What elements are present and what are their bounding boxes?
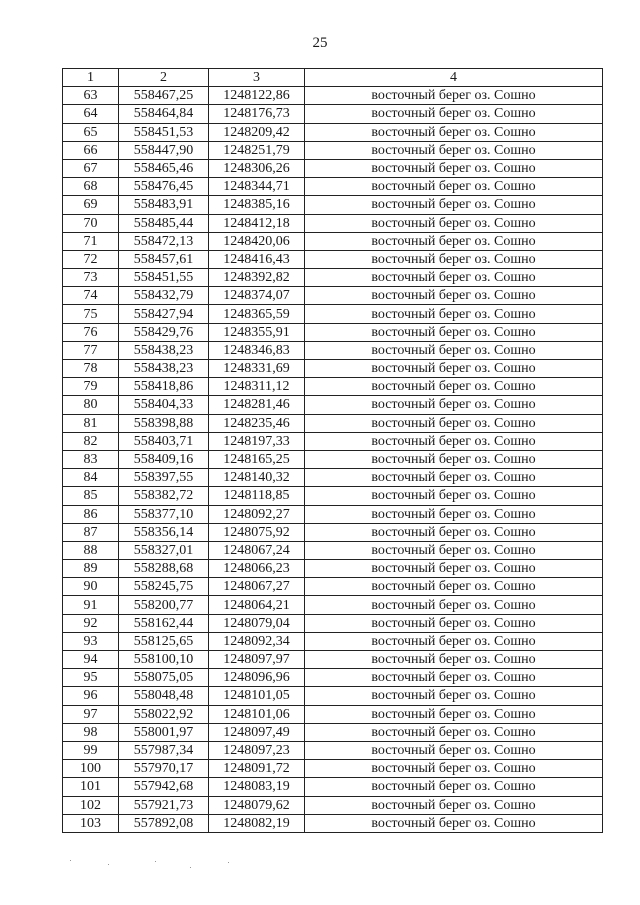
- cell-y-coordinate: 1248346,83: [209, 341, 305, 359]
- cell-x-coordinate: 558483,91: [119, 196, 209, 214]
- cell-point-number: 85: [63, 487, 119, 505]
- table-row: [63, 396, 603, 414]
- cell-description: восточный берег оз. Сошно: [305, 651, 603, 669]
- cell-x-coordinate: 558001,97: [119, 723, 209, 741]
- cell-y-coordinate: 1248082,19: [209, 814, 305, 832]
- table-row: [63, 778, 603, 796]
- cell-x-coordinate: 558451,55: [119, 269, 209, 287]
- cell-description: восточный берег оз. Сошно: [305, 723, 603, 741]
- cell-x-coordinate: 558245,75: [119, 578, 209, 596]
- cell-description: восточный берег оз. Сошно: [305, 214, 603, 232]
- cell-x-coordinate: 557970,17: [119, 760, 209, 778]
- cell-y-coordinate: 1248096,96: [209, 669, 305, 687]
- cell-point-number: 66: [63, 141, 119, 159]
- table-row: [63, 232, 603, 250]
- cell-point-number: 70: [63, 214, 119, 232]
- cell-y-coordinate: 1248281,46: [209, 396, 305, 414]
- cell-y-coordinate: 1248165,25: [209, 450, 305, 468]
- cell-point-number: 97: [63, 705, 119, 723]
- cell-point-number: 99: [63, 741, 119, 759]
- cell-y-coordinate: 1248355,91: [209, 323, 305, 341]
- cell-x-coordinate: 558429,76: [119, 323, 209, 341]
- cell-x-coordinate: 557892,08: [119, 814, 209, 832]
- cell-x-coordinate: 558075,05: [119, 669, 209, 687]
- cell-y-coordinate: 1248176,73: [209, 105, 305, 123]
- cell-x-coordinate: 558048,48: [119, 687, 209, 705]
- table-row: [63, 741, 603, 759]
- cell-y-coordinate: 1248311,12: [209, 378, 305, 396]
- cell-y-coordinate: 1248075,92: [209, 523, 305, 541]
- table-row: [63, 159, 603, 177]
- cell-x-coordinate: 557942,68: [119, 778, 209, 796]
- cell-y-coordinate: 1248118,85: [209, 487, 305, 505]
- cell-point-number: 93: [63, 632, 119, 650]
- cell-x-coordinate: 558288,68: [119, 560, 209, 578]
- table-row: [63, 305, 603, 323]
- cell-point-number: 83: [63, 450, 119, 468]
- cell-y-coordinate: 1248083,19: [209, 778, 305, 796]
- cell-y-coordinate: 1248306,26: [209, 159, 305, 177]
- cell-description: восточный берег оз. Сошно: [305, 796, 603, 814]
- cell-description: восточный берег оз. Сошно: [305, 159, 603, 177]
- cell-point-number: 77: [63, 341, 119, 359]
- cell-point-number: 84: [63, 469, 119, 487]
- cell-description: восточный берег оз. Сошно: [305, 705, 603, 723]
- cell-description: восточный берег оз. Сошно: [305, 614, 603, 632]
- cell-description: восточный берег оз. Сошно: [305, 360, 603, 378]
- table-header: [63, 69, 603, 87]
- cell-point-number: 81: [63, 414, 119, 432]
- cell-point-number: 100: [63, 760, 119, 778]
- table-row: [63, 378, 603, 396]
- table-row: [63, 541, 603, 559]
- cell-description: восточный берег оз. Сошно: [305, 123, 603, 141]
- table-row: [63, 723, 603, 741]
- cell-y-coordinate: 1248140,32: [209, 469, 305, 487]
- cell-description: восточный берег оз. Сошно: [305, 505, 603, 523]
- cell-x-coordinate: 558465,46: [119, 159, 209, 177]
- cell-point-number: 63: [63, 87, 119, 105]
- page-number: 25: [312, 35, 328, 51]
- cell-x-coordinate: 558404,33: [119, 396, 209, 414]
- cell-x-coordinate: 558377,10: [119, 505, 209, 523]
- cell-point-number: 82: [63, 432, 119, 450]
- table-row: [63, 341, 603, 359]
- cell-x-coordinate: 558100,10: [119, 651, 209, 669]
- cell-point-number: 96: [63, 687, 119, 705]
- table-row: [63, 614, 603, 632]
- cell-description: восточный берег оз. Сошно: [305, 487, 603, 505]
- cell-y-coordinate: 1248079,04: [209, 614, 305, 632]
- header-description: 4: [305, 69, 603, 87]
- cell-point-number: 80: [63, 396, 119, 414]
- table-row: [63, 469, 603, 487]
- table-row: [63, 632, 603, 650]
- cell-y-coordinate: 1248101,06: [209, 705, 305, 723]
- table-row: [63, 196, 603, 214]
- table-row: [63, 87, 603, 105]
- table-row: [63, 505, 603, 523]
- table-row: [63, 760, 603, 778]
- cell-description: восточный берег оз. Сошно: [305, 341, 603, 359]
- cell-x-coordinate: 558472,13: [119, 232, 209, 250]
- cell-description: восточный берег оз. Сошно: [305, 323, 603, 341]
- cell-description: восточный берег оз. Сошно: [305, 469, 603, 487]
- cell-point-number: 103: [63, 814, 119, 832]
- cell-x-coordinate: 558467,25: [119, 87, 209, 105]
- cell-description: восточный берег оз. Сошно: [305, 305, 603, 323]
- scan-specks: [60, 858, 260, 878]
- cell-description: восточный берег оз. Сошно: [305, 178, 603, 196]
- table-row: [63, 178, 603, 196]
- cell-x-coordinate: 558464,84: [119, 105, 209, 123]
- table-body: [63, 87, 603, 833]
- cell-point-number: 71: [63, 232, 119, 250]
- cell-point-number: 89: [63, 560, 119, 578]
- cell-y-coordinate: 1248344,71: [209, 178, 305, 196]
- cell-y-coordinate: 1248331,69: [209, 360, 305, 378]
- cell-point-number: 72: [63, 250, 119, 268]
- cell-y-coordinate: 1248079,62: [209, 796, 305, 814]
- cell-y-coordinate: 1248092,27: [209, 505, 305, 523]
- table-row: [63, 269, 603, 287]
- table-row: [63, 651, 603, 669]
- cell-x-coordinate: 558485,44: [119, 214, 209, 232]
- table-row: [63, 432, 603, 450]
- cell-y-coordinate: 1248067,27: [209, 578, 305, 596]
- cell-point-number: 98: [63, 723, 119, 741]
- table-row: [63, 705, 603, 723]
- cell-point-number: 90: [63, 578, 119, 596]
- cell-x-coordinate: 557921,73: [119, 796, 209, 814]
- cell-y-coordinate: 1248365,59: [209, 305, 305, 323]
- cell-y-coordinate: 1248420,06: [209, 232, 305, 250]
- table-row: [63, 250, 603, 268]
- cell-description: восточный берег оз. Сошно: [305, 396, 603, 414]
- cell-point-number: 91: [63, 596, 119, 614]
- table-row: [63, 414, 603, 432]
- cell-y-coordinate: 1248374,07: [209, 287, 305, 305]
- cell-x-coordinate: 558427,94: [119, 305, 209, 323]
- cell-y-coordinate: 1248101,05: [209, 687, 305, 705]
- cell-description: восточный берег оз. Сошно: [305, 250, 603, 268]
- cell-point-number: 73: [63, 269, 119, 287]
- coordinates-table: [62, 68, 603, 833]
- cell-description: восточный берег оз. Сошно: [305, 760, 603, 778]
- table-row: [63, 141, 603, 159]
- cell-x-coordinate: 558397,55: [119, 469, 209, 487]
- table-row: [63, 814, 603, 832]
- cell-point-number: 68: [63, 178, 119, 196]
- cell-x-coordinate: 558432,79: [119, 287, 209, 305]
- table-row: [63, 487, 603, 505]
- cell-x-coordinate: 558418,86: [119, 378, 209, 396]
- cell-description: восточный берег оз. Сошно: [305, 141, 603, 159]
- cell-y-coordinate: 1248392,82: [209, 269, 305, 287]
- cell-point-number: 65: [63, 123, 119, 141]
- cell-x-coordinate: 558476,45: [119, 178, 209, 196]
- cell-y-coordinate: 1248097,97: [209, 651, 305, 669]
- table-row: [63, 214, 603, 232]
- cell-point-number: 69: [63, 196, 119, 214]
- cell-point-number: 102: [63, 796, 119, 814]
- table-row: [63, 669, 603, 687]
- cell-x-coordinate: 558200,77: [119, 596, 209, 614]
- cell-y-coordinate: 1248097,49: [209, 723, 305, 741]
- cell-y-coordinate: 1248067,24: [209, 541, 305, 559]
- cell-y-coordinate: 1248416,43: [209, 250, 305, 268]
- cell-description: восточный берег оз. Сошно: [305, 105, 603, 123]
- cell-point-number: 64: [63, 105, 119, 123]
- table-row: [63, 360, 603, 378]
- cell-point-number: 74: [63, 287, 119, 305]
- cell-description: восточный берег оз. Сошно: [305, 196, 603, 214]
- cell-x-coordinate: 558022,92: [119, 705, 209, 723]
- cell-x-coordinate: 558438,23: [119, 360, 209, 378]
- cell-description: восточный берег оз. Сошно: [305, 632, 603, 650]
- table-row: [63, 105, 603, 123]
- cell-description: восточный берег оз. Сошно: [305, 378, 603, 396]
- table-row: [63, 123, 603, 141]
- cell-x-coordinate: 558403,71: [119, 432, 209, 450]
- cell-y-coordinate: 1248209,42: [209, 123, 305, 141]
- cell-x-coordinate: 558447,90: [119, 141, 209, 159]
- cell-point-number: 78: [63, 360, 119, 378]
- cell-y-coordinate: 1248412,18: [209, 214, 305, 232]
- cell-description: восточный берег оз. Сошно: [305, 232, 603, 250]
- cell-y-coordinate: 1248066,23: [209, 560, 305, 578]
- cell-point-number: 92: [63, 614, 119, 632]
- cell-point-number: 101: [63, 778, 119, 796]
- cell-y-coordinate: 1248097,23: [209, 741, 305, 759]
- table-row: [63, 323, 603, 341]
- cell-description: восточный берег оз. Сошно: [305, 541, 603, 559]
- cell-description: восточный берег оз. Сошно: [305, 414, 603, 432]
- cell-description: восточный берег оз. Сошно: [305, 814, 603, 832]
- cell-x-coordinate: 557987,34: [119, 741, 209, 759]
- table-row: [63, 687, 603, 705]
- table-row: [63, 287, 603, 305]
- cell-point-number: 88: [63, 541, 119, 559]
- cell-x-coordinate: 558451,53: [119, 123, 209, 141]
- cell-description: восточный берег оз. Сошно: [305, 287, 603, 305]
- cell-description: восточный берег оз. Сошно: [305, 269, 603, 287]
- header-y-coordinate: 3: [209, 69, 305, 87]
- table-row: [63, 796, 603, 814]
- cell-x-coordinate: 558356,14: [119, 523, 209, 541]
- header-row: [63, 69, 603, 87]
- cell-point-number: 94: [63, 651, 119, 669]
- cell-y-coordinate: 1248197,33: [209, 432, 305, 450]
- cell-description: восточный берег оз. Сошно: [305, 741, 603, 759]
- cell-description: восточный берег оз. Сошно: [305, 596, 603, 614]
- cell-x-coordinate: 558382,72: [119, 487, 209, 505]
- cell-point-number: 86: [63, 505, 119, 523]
- table-row: [63, 450, 603, 468]
- cell-point-number: 75: [63, 305, 119, 323]
- cell-description: восточный берег оз. Сошно: [305, 432, 603, 450]
- cell-y-coordinate: 1248235,46: [209, 414, 305, 432]
- cell-y-coordinate: 1248251,79: [209, 141, 305, 159]
- cell-x-coordinate: 558438,23: [119, 341, 209, 359]
- cell-description: восточный берег оз. Сошно: [305, 687, 603, 705]
- cell-description: восточный берег оз. Сошно: [305, 560, 603, 578]
- table-row: [63, 596, 603, 614]
- cell-x-coordinate: 558457,61: [119, 250, 209, 268]
- cell-y-coordinate: 1248064,21: [209, 596, 305, 614]
- cell-x-coordinate: 558398,88: [119, 414, 209, 432]
- cell-description: восточный берег оз. Сошно: [305, 778, 603, 796]
- cell-x-coordinate: 558162,44: [119, 614, 209, 632]
- cell-point-number: 67: [63, 159, 119, 177]
- cell-description: восточный берег оз. Сошно: [305, 523, 603, 541]
- cell-y-coordinate: 1248122,86: [209, 87, 305, 105]
- cell-description: восточный берег оз. Сошно: [305, 578, 603, 596]
- cell-description: восточный берег оз. Сошно: [305, 87, 603, 105]
- cell-x-coordinate: 558125,65: [119, 632, 209, 650]
- cell-y-coordinate: 1248385,16: [209, 196, 305, 214]
- cell-description: восточный берег оз. Сошно: [305, 669, 603, 687]
- table-row: [63, 578, 603, 596]
- cell-point-number: 87: [63, 523, 119, 541]
- cell-x-coordinate: 558409,16: [119, 450, 209, 468]
- cell-y-coordinate: 1248091,72: [209, 760, 305, 778]
- cell-point-number: 95: [63, 669, 119, 687]
- cell-x-coordinate: 558327,01: [119, 541, 209, 559]
- cell-description: восточный берег оз. Сошно: [305, 450, 603, 468]
- cell-point-number: 79: [63, 378, 119, 396]
- cell-y-coordinate: 1248092,34: [209, 632, 305, 650]
- header-x-coordinate: 2: [119, 69, 209, 87]
- header-point-number: 1: [63, 69, 119, 87]
- table-row: [63, 523, 603, 541]
- table-row: [63, 560, 603, 578]
- cell-point-number: 76: [63, 323, 119, 341]
